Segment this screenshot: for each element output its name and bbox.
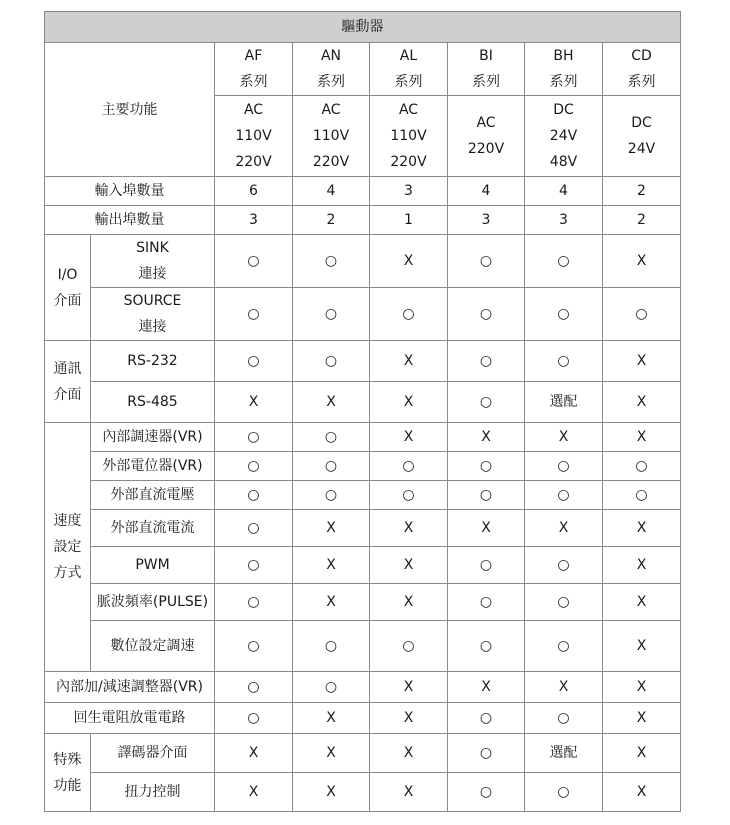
- table-row: [45, 510, 681, 547]
- cell-value: ○: [525, 584, 603, 621]
- cell-value: ○: [448, 547, 525, 584]
- series-row: [45, 43, 681, 96]
- power-spec: DC 24V: [603, 96, 681, 177]
- table-row: [45, 703, 681, 734]
- cell-value: ○: [603, 452, 681, 481]
- cell-value: X: [293, 773, 370, 812]
- cell-value: X: [293, 510, 370, 547]
- row-label: 外部電位器(VR): [91, 452, 215, 481]
- row-label: RS-232: [91, 341, 215, 382]
- cell-value: ○: [215, 621, 293, 672]
- table-title: 驅動器: [45, 12, 681, 43]
- power-spec: AC 110V 220V: [370, 96, 448, 177]
- cell-value: ○: [525, 547, 603, 584]
- cell-value: ○: [525, 621, 603, 672]
- group-label-io: I/O 介面: [45, 235, 91, 341]
- cell-value: ○: [293, 235, 370, 288]
- cell-value: X: [370, 235, 448, 288]
- cell-value: ○: [370, 481, 448, 510]
- table-row: [45, 672, 681, 703]
- cell-value: ○: [370, 288, 448, 341]
- power-spec: DC 24V 48V: [525, 96, 603, 177]
- cell-value: X: [370, 584, 448, 621]
- cell-value: ○: [525, 703, 603, 734]
- table-row: [45, 206, 681, 235]
- cell-value: X: [603, 773, 681, 812]
- cell-value: X: [603, 382, 681, 423]
- table-row: [45, 341, 681, 382]
- cell-value: ○: [215, 288, 293, 341]
- group-label-special: 特殊 功能: [45, 734, 91, 812]
- cell-value: ○: [215, 672, 293, 703]
- cell-value: ○: [215, 423, 293, 452]
- row-label: 外部直流電壓: [91, 481, 215, 510]
- row-label: 脈波頻率(PULSE): [91, 584, 215, 621]
- cell-value: ○: [293, 481, 370, 510]
- row-label: 輸出埠數量: [45, 206, 215, 235]
- row-label: 譯碼器介面: [91, 734, 215, 773]
- cell-value: ○: [525, 481, 603, 510]
- main-function-label: 主要功能: [45, 43, 215, 177]
- row-label: 內部調速器(VR): [91, 423, 215, 452]
- cell-value: X: [603, 423, 681, 452]
- cell-value: 4: [525, 177, 603, 206]
- series-header: AL 系列: [370, 43, 448, 96]
- cell-value: ○: [215, 510, 293, 547]
- cell-value: X: [370, 423, 448, 452]
- cell-value: ○: [448, 481, 525, 510]
- cell-value: ○: [448, 382, 525, 423]
- series-header: CD 系列: [603, 43, 681, 96]
- row-label: 扭力控制: [91, 773, 215, 812]
- cell-value: 3: [525, 206, 603, 235]
- cell-value: 選配: [525, 734, 603, 773]
- cell-value: X: [603, 734, 681, 773]
- cell-value: ○: [293, 423, 370, 452]
- table-row: [45, 481, 681, 510]
- cell-value: 3: [448, 206, 525, 235]
- row-label: 內部加/減速調整器(VR): [45, 672, 215, 703]
- cell-value: 2: [603, 206, 681, 235]
- cell-value: X: [370, 672, 448, 703]
- cell-value: X: [293, 382, 370, 423]
- table-row: [45, 288, 681, 341]
- cell-value: 2: [293, 206, 370, 235]
- cell-value: ○: [448, 773, 525, 812]
- cell-value: 選配: [525, 382, 603, 423]
- table-row: [45, 547, 681, 584]
- cell-value: ○: [293, 621, 370, 672]
- cell-value: X: [370, 734, 448, 773]
- cell-value: X: [603, 547, 681, 584]
- cell-value: X: [370, 547, 448, 584]
- driver-spec-table: [44, 11, 681, 812]
- power-spec: AC 220V: [448, 96, 525, 177]
- cell-value: 6: [215, 177, 293, 206]
- cell-value: ○: [448, 452, 525, 481]
- cell-value: ○: [293, 341, 370, 382]
- cell-value: ○: [448, 703, 525, 734]
- cell-value: ○: [293, 672, 370, 703]
- cell-value: ○: [370, 621, 448, 672]
- cell-value: ○: [525, 341, 603, 382]
- table-row: [45, 621, 681, 672]
- cell-value: X: [293, 703, 370, 734]
- cell-value: X: [603, 341, 681, 382]
- cell-value: 3: [370, 177, 448, 206]
- row-label: 輸入埠數量: [45, 177, 215, 206]
- cell-value: 4: [293, 177, 370, 206]
- cell-value: ○: [215, 703, 293, 734]
- cell-value: ○: [215, 481, 293, 510]
- series-header: AF 系列: [215, 43, 293, 96]
- table-row: [45, 177, 681, 206]
- cell-value: X: [293, 547, 370, 584]
- group-label-speed: 速度 設定 方式: [45, 423, 91, 672]
- cell-value: ○: [448, 584, 525, 621]
- cell-value: X: [603, 672, 681, 703]
- table-row: [45, 773, 681, 812]
- cell-value: 4: [448, 177, 525, 206]
- cell-value: X: [525, 510, 603, 547]
- cell-value: X: [525, 423, 603, 452]
- row-label: SINK 連接: [91, 235, 215, 288]
- cell-value: X: [370, 382, 448, 423]
- cell-value: X: [370, 773, 448, 812]
- cell-value: 1: [370, 206, 448, 235]
- cell-value: ○: [603, 481, 681, 510]
- cell-value: X: [525, 672, 603, 703]
- cell-value: ○: [215, 452, 293, 481]
- cell-value: X: [215, 382, 293, 423]
- cell-value: ○: [448, 235, 525, 288]
- cell-value: ○: [448, 341, 525, 382]
- series-header: BH 系列: [525, 43, 603, 96]
- table-row: [45, 235, 681, 288]
- cell-value: X: [603, 510, 681, 547]
- cell-value: ○: [215, 235, 293, 288]
- row-label: SOURCE 連接: [91, 288, 215, 341]
- cell-value: ○: [370, 452, 448, 481]
- cell-value: ○: [525, 235, 603, 288]
- cell-value: X: [293, 734, 370, 773]
- row-label: PWM: [91, 547, 215, 584]
- cell-value: ○: [215, 341, 293, 382]
- cell-value: X: [370, 703, 448, 734]
- cell-value: X: [448, 510, 525, 547]
- row-label: 外部直流電流: [91, 510, 215, 547]
- cell-value: ○: [525, 452, 603, 481]
- cell-value: X: [370, 510, 448, 547]
- table-row: [45, 452, 681, 481]
- cell-value: ○: [293, 288, 370, 341]
- cell-value: ○: [215, 584, 293, 621]
- cell-value: X: [448, 423, 525, 452]
- power-spec: AC 110V 220V: [215, 96, 293, 177]
- cell-value: X: [448, 672, 525, 703]
- cell-value: X: [293, 584, 370, 621]
- cell-value: 3: [215, 206, 293, 235]
- cell-value: ○: [448, 288, 525, 341]
- table-row: [45, 382, 681, 423]
- cell-value: X: [370, 341, 448, 382]
- table-row: [45, 423, 681, 452]
- cell-value: X: [603, 621, 681, 672]
- cell-value: X: [215, 734, 293, 773]
- table-row: [45, 584, 681, 621]
- cell-value: ○: [525, 288, 603, 341]
- group-label-comm: 通訊 介面: [45, 341, 91, 423]
- series-header: BI 系列: [448, 43, 525, 96]
- cell-value: X: [603, 584, 681, 621]
- cell-value: ○: [525, 773, 603, 812]
- cell-value: ○: [448, 734, 525, 773]
- cell-value: 2: [603, 177, 681, 206]
- cell-value: ○: [448, 621, 525, 672]
- row-label: RS-485: [91, 382, 215, 423]
- cell-value: ○: [603, 288, 681, 341]
- cell-value: X: [603, 703, 681, 734]
- title-row: [45, 12, 681, 43]
- row-label: 回生電阻放電電路: [45, 703, 215, 734]
- row-label: 數位設定調速: [91, 621, 215, 672]
- cell-value: X: [215, 773, 293, 812]
- cell-value: X: [603, 235, 681, 288]
- series-header: AN 系列: [293, 43, 370, 96]
- cell-value: ○: [293, 452, 370, 481]
- table-row: [45, 734, 681, 773]
- cell-value: ○: [215, 547, 293, 584]
- power-spec: AC 110V 220V: [293, 96, 370, 177]
